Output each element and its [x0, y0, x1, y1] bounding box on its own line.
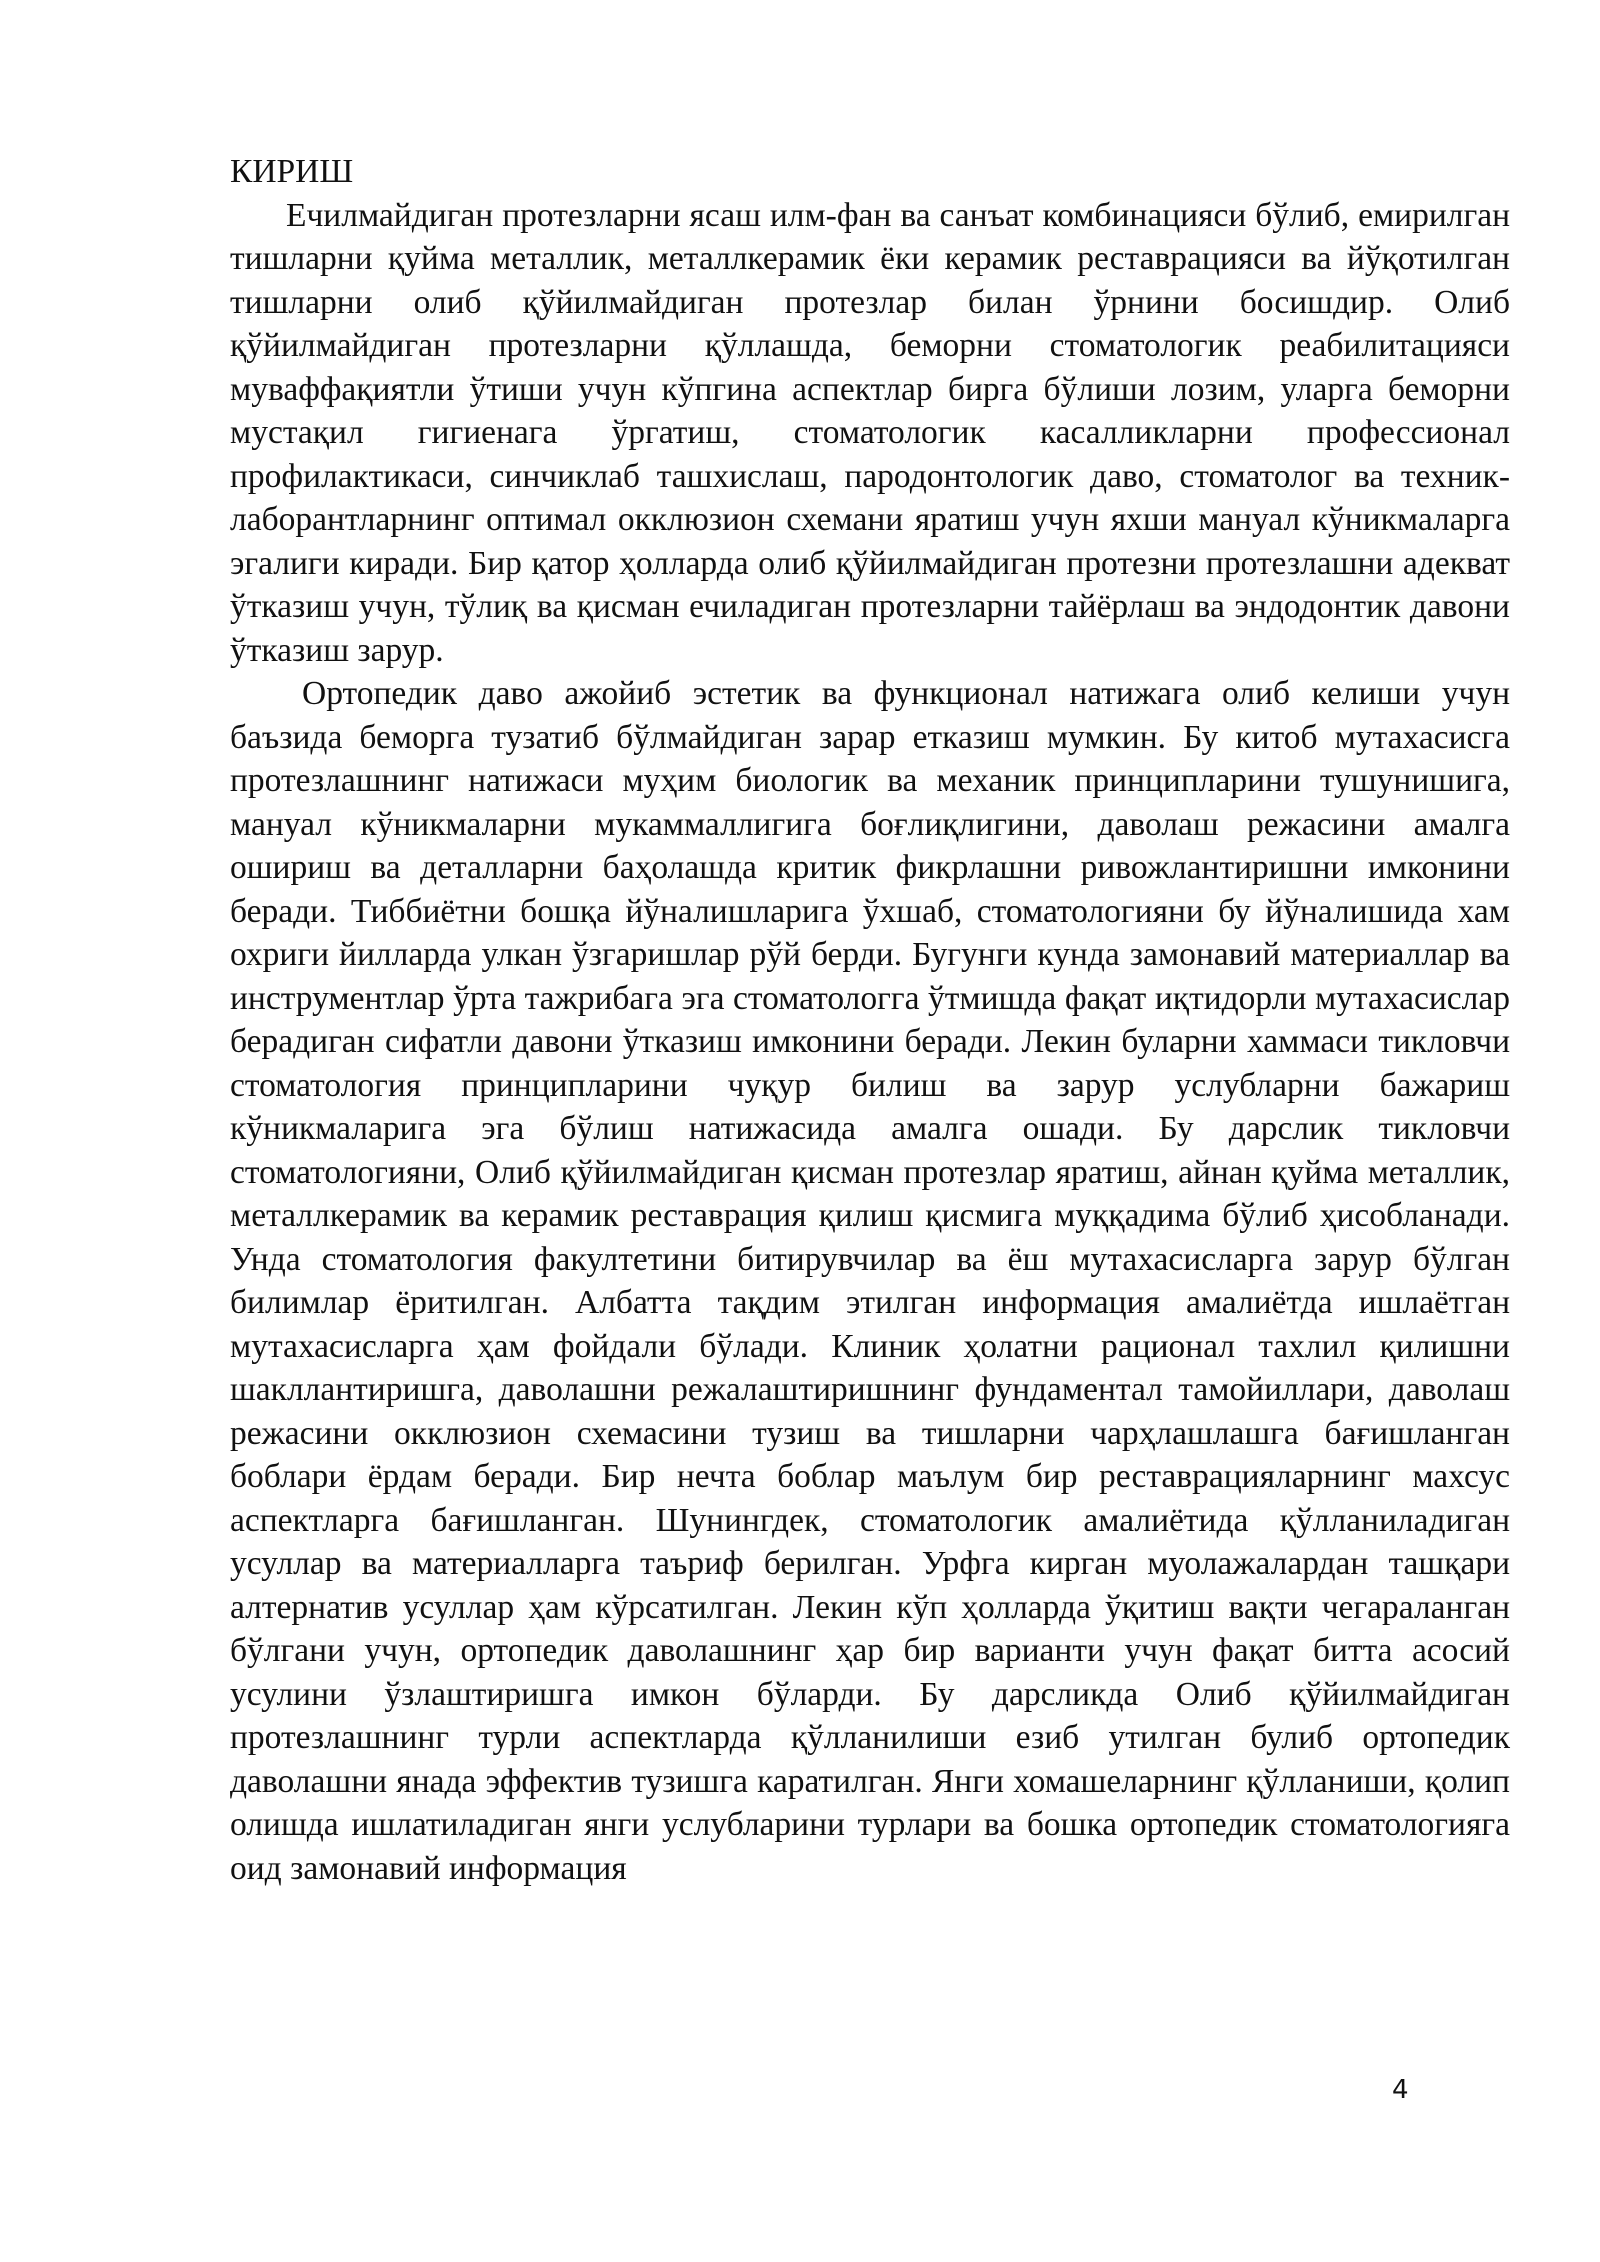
section-heading: КИРИШ — [230, 153, 354, 190]
page-number: 4 — [1392, 2075, 1409, 2105]
page-body — [230, 150, 1510, 1890]
paragraph-orthopedic: Ортопедик даво ажойиб эстетик ва функционал натижага олиб келиши учун баъзида беморга тузатиб бўлмайдиган зарар етказиш мумкин. Бу китоб мутахасисга протезлашнинг натижаси муҳим биологик ва механик принципларини тушунишига, мануал кўникмаларни мукаммаллигига боғлиқлигини, даволаш режасини амалга ошириш ва деталларни баҳолашда критик фикрлашни ривожлантиришни имконини беради. Тиббиётни бошқа йўналишларига ўхшаб, стоматологияни бу йўналишида хам охриги йилларда улкан ўзгаришлар рўй берди. Бугунги кунда замонавий материаллар ва инструментлар ўрта тажрибага эга стоматологга ўтмишда фақат иқтидорли мутахасислар берадиган сифатли давони ўтказиш имконини беради. Лекин буларни хаммаси тикловчи стоматология принципларини чуқур билиш ва зарур услубларни бажариш кўникмаларига эга бўлиш натижасида амалга ошади. Бу дарслик тикловчи стоматологияни, Олиб қўйилмайдиган қисман протезлар яратиш, айнан қуйма металлик, металлкерамик ва керамик реставрация қилиш қисмига муққадима бўлиб ҳисобланади. Унда стоматология факултетини битирувчилар ва ёш мутахасисларга зарур бўлган билимлар ёритилган. Албатта тақдим этилган информация амалиётда ишлаётган мутахасисларга ҳам фойдали бўлади. Клиник ҳолатни рационал тахлил қилишни шакллантиришга, даволашни режалаштиришнинг фундаментал тамойиллари, даволаш режасини окклюзион схемасини тузиш ва тишларни чарҳлашлашга бағишланган боблари ёрдам беради. Бир нечта боблар маълум бир реставрацияларнинг махсус аспектларга бағишланган. Шунингдек, стоматологик амалиётида қўлланиладиган усуллар ва материалларга таъриф берилган. Урфга кирган муолажалардан ташқари алтернатив усуллар ҳам кўрсатилган. Лекин кўп ҳолларда ўқитиш вақти чегараланган бўлгани учун, ортопедик даволашнинг ҳар бир варианти учун фақат битта асосий усулини ўзлаштиришга имкон бўларди. Бу дарсликда Олиб қўйилмайдиган протезлашнинг турли аспектларда қўлланилиши езиб утилган булиб ортопедик даволашни янада эффектив тузишга каратилган. Янги хомашеларнинг қўлланиши, қолип олишда ишлатиладиган янги услубларини турлари ва бошка ортопедик стоматологияга оид замонавий информация — [230, 675, 1510, 1887]
paragraph-intro: Ечилмайдиган протезларни ясаш илм-фан ва санъат комбинацияси бўлиб, емирилган тишларни қуйма металлик, металлкерамик ёки керамик реставрацияси ва йўқотилган тишларни олиб қўйилмайдиган протезлар билан ўрнини босишдир. Олиб қўйилмайдиган протезларни қўллашда, беморни стоматологик реабилитацияси муваффақиятли ўтиши учун кўпгина аспектлар бирга бўлиши лозим, уларга беморни мустақил гигиенага ўргатиш, стоматологик касалликларни профессионал профилактикаси, синчиклаб ташхислаш, пародонтологик даво, стоматолог ва техник-лаборантларнинг оптимал окклюзион схемани яратиш учун яхши мануал кўникмаларга эгалиги киради. Бир қатор ҳолларда олиб қўйилмайдиган протезни протезлашни адекват ўтказиш учун, тўлиқ ва қисман ечиладиган протезларни тайёрлаш ва эндодонтик давони ўтказиш зарур. — [230, 196, 1510, 669]
